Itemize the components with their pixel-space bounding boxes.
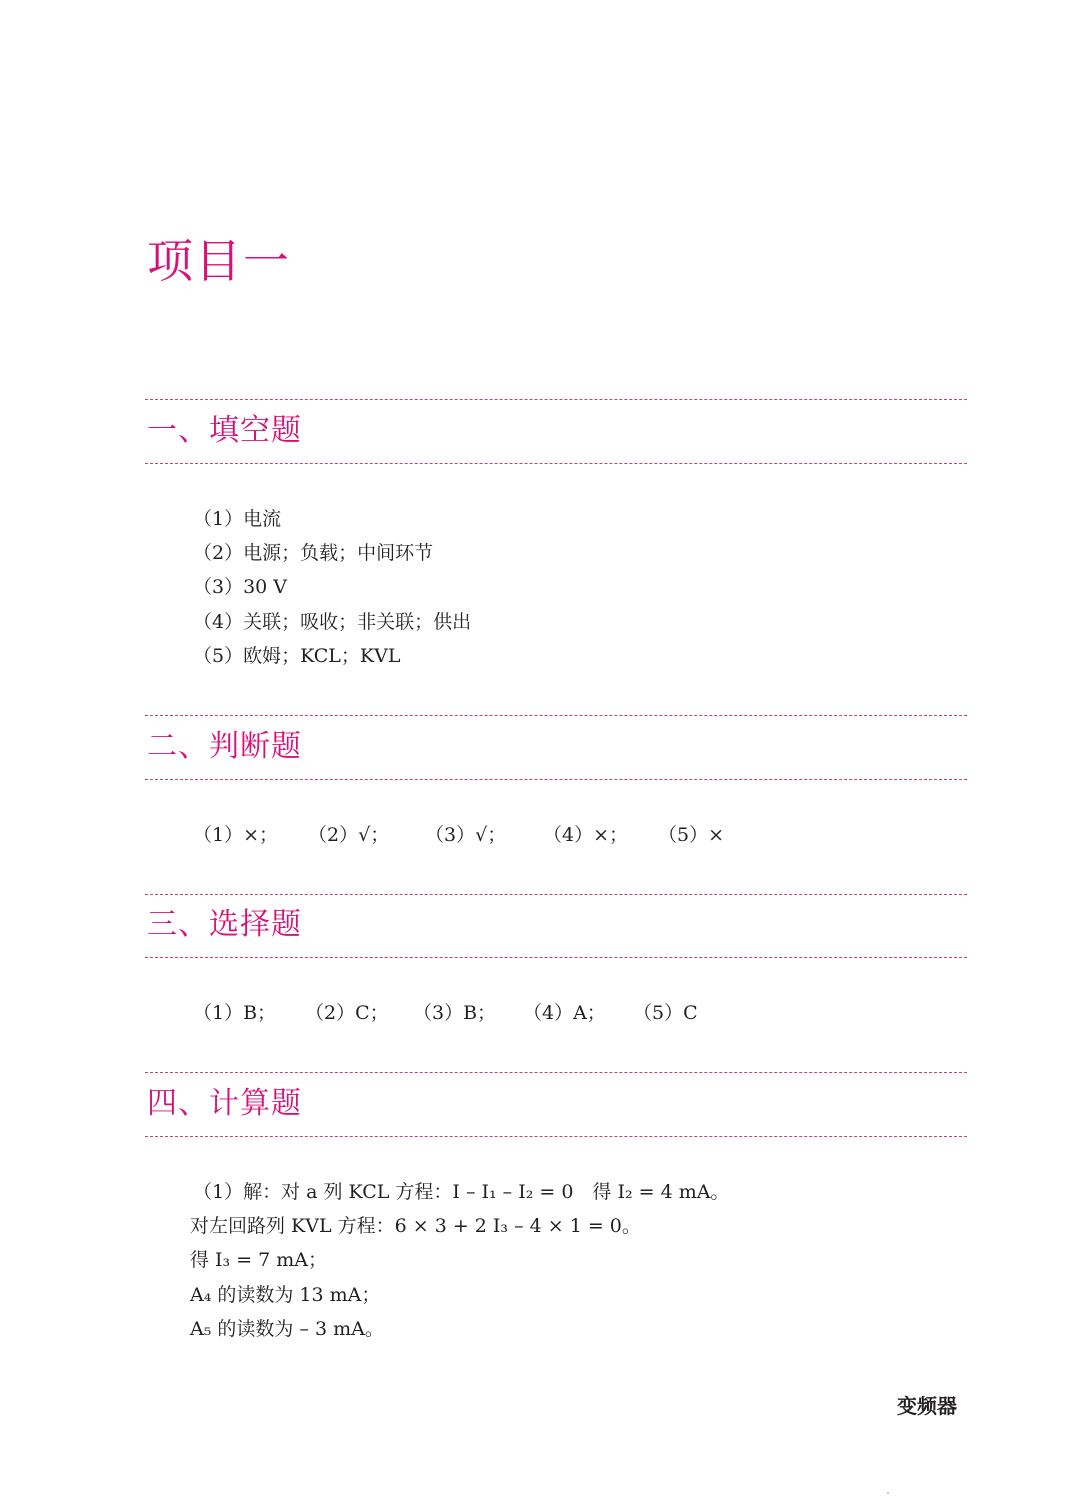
- calc-line-1: （1）解：对 a 列 KCL 方程：I – I₁ – I₂ = 0 得 I₂ = 4 mA。: [193, 1181, 730, 1203]
- judge-answer-4: （4）×；: [543, 824, 629, 846]
- section-divider: [145, 399, 967, 400]
- fill-answer-2: （2）电源；负载；中间环节: [193, 542, 434, 564]
- choice-answer-3: （3）B；: [413, 1002, 497, 1024]
- calc-line-2: 对左回路列 KVL 方程：6 × 3 + 2 I₃ – 4 × 1 = 0。: [190, 1215, 641, 1237]
- fill-answer-3: （3）30 V: [193, 576, 288, 598]
- judge-answer-5: （5）×: [658, 824, 725, 846]
- choice-answer-4: （4）A；: [523, 1002, 606, 1024]
- section-divider: [145, 894, 967, 895]
- section-divider: [145, 779, 967, 780]
- fill-answer-4: （4）关联；吸收；非关联；供出: [193, 611, 472, 633]
- section-divider: [145, 463, 967, 464]
- section-divider: [145, 957, 967, 958]
- section-heading-judge: 二、判断题: [147, 729, 302, 764]
- fill-answer-1: （1）电流: [193, 508, 282, 530]
- calc-line-5: A₅ 的读数为 – 3 mA。: [190, 1318, 384, 1340]
- choice-answer-2: （2）C；: [305, 1002, 389, 1024]
- section-heading-fill: 一、填空题: [147, 413, 302, 448]
- section-heading-choice: 三、选择题: [147, 907, 302, 942]
- fill-answer-5: （5）欧姆；KCL；KVL: [193, 645, 401, 667]
- section-divider: [145, 1136, 967, 1137]
- section-divider: [145, 1072, 967, 1073]
- choice-answer-5: （5）C: [633, 1002, 698, 1024]
- section-divider: [145, 715, 967, 716]
- page-mark: [887, 1492, 889, 1494]
- judge-answer-2: （2）√；: [308, 824, 390, 846]
- calc-line-3: 得 I₃ = 7 mA；: [190, 1249, 328, 1271]
- footer-label: 变频器: [897, 1394, 957, 1418]
- choice-answer-1: （1）B；: [193, 1002, 277, 1024]
- calc-line-4: A₄ 的读数为 13 mA；: [190, 1284, 381, 1306]
- judge-answer-1: （1）×；: [193, 824, 279, 846]
- section-heading-calc: 四、计算题: [147, 1086, 302, 1121]
- project-title: 项目一: [147, 234, 291, 288]
- judge-answer-3: （3）√；: [425, 824, 507, 846]
